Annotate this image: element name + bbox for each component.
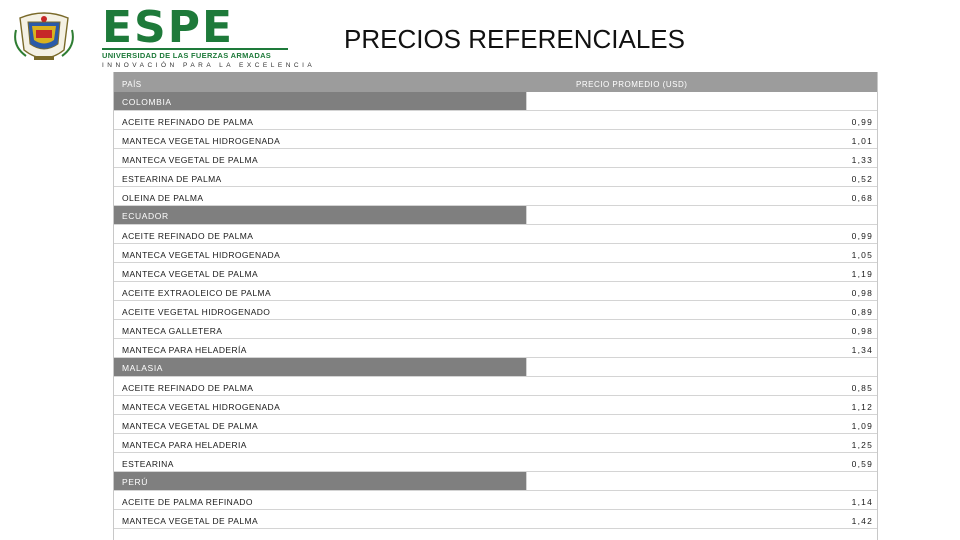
product-price: 0,98 bbox=[851, 288, 873, 298]
university-crest-icon bbox=[14, 10, 74, 64]
product-price: 0,52 bbox=[851, 174, 873, 184]
product-name: MANTECA VEGETAL DE PALMA bbox=[122, 421, 259, 431]
product-name: MANTECA GALLETERA bbox=[122, 326, 223, 336]
table-row bbox=[114, 491, 877, 510]
product-name: MANTECA PARA HELADERIA bbox=[122, 440, 247, 450]
brand-block bbox=[102, 2, 316, 69]
product-name: ACEITE EXTRAOLEICO DE PALMA bbox=[122, 288, 272, 298]
product-price: 1,05 bbox=[851, 250, 873, 260]
product-name: MANTECA VEGETAL DE PALMA bbox=[122, 269, 259, 279]
table-row bbox=[114, 453, 877, 472]
brand-name: ESPE bbox=[102, 2, 235, 53]
country-band bbox=[114, 92, 526, 110]
product-price: 1,42 bbox=[851, 516, 873, 526]
table-header-row bbox=[114, 72, 877, 92]
product-price: 1,14 bbox=[851, 497, 873, 507]
table-row bbox=[114, 415, 877, 434]
country-band bbox=[114, 358, 526, 376]
product-name: OLEINA DE PALMA bbox=[122, 193, 204, 203]
country-row bbox=[114, 92, 877, 111]
column-header-country: PAÍS bbox=[122, 80, 142, 89]
country-row bbox=[114, 206, 877, 225]
price-table bbox=[113, 72, 878, 540]
country-band bbox=[114, 206, 526, 224]
country-price-cell bbox=[526, 472, 877, 490]
table-row bbox=[114, 244, 877, 263]
country-price-cell bbox=[526, 92, 877, 110]
table-row bbox=[114, 396, 877, 415]
espe-logo bbox=[14, 2, 316, 69]
product-name: ACEITE REFINADO DE PALMA bbox=[122, 117, 254, 127]
product-price: 1,25 bbox=[851, 440, 873, 450]
country-row bbox=[114, 358, 877, 377]
product-name: MANTECA VEGETAL DE PALMA bbox=[122, 155, 259, 165]
table-row bbox=[114, 168, 877, 187]
product-name: MANTECA PARA HELADERÍA bbox=[122, 345, 247, 355]
country-name: ECUADOR bbox=[122, 211, 169, 221]
country-band bbox=[114, 472, 526, 490]
table-row bbox=[114, 339, 877, 358]
product-price: 1,01 bbox=[851, 136, 873, 146]
table-row bbox=[114, 187, 877, 206]
product-price: 1,09 bbox=[851, 421, 873, 431]
product-price: 1,33 bbox=[851, 155, 873, 165]
table-row bbox=[114, 263, 877, 282]
product-name: ACEITE VEGETAL HIDROGENADO bbox=[122, 307, 271, 317]
product-name: MANTECA VEGETAL DE PALMA bbox=[122, 516, 259, 526]
product-price: 0,98 bbox=[851, 326, 873, 336]
table-row bbox=[114, 301, 877, 320]
product-price: 0,85 bbox=[851, 383, 873, 393]
product-name: MANTECA VEGETAL HIDROGENADA bbox=[122, 136, 281, 146]
table-row bbox=[114, 111, 877, 130]
brand-tagline: UNIVERSIDAD DE LAS FUERZAS ARMADAS bbox=[102, 48, 288, 60]
table-row bbox=[114, 377, 877, 396]
country-name: COLOMBIA bbox=[122, 97, 172, 107]
product-price: 1,12 bbox=[851, 402, 873, 412]
country-name: PERÚ bbox=[122, 477, 149, 487]
product-name: MANTECA VEGETAL HIDROGENADA bbox=[122, 250, 281, 260]
product-price: 0,89 bbox=[851, 307, 873, 317]
product-name: ESTEARINA DE PALMA bbox=[122, 174, 222, 184]
product-price: 1,34 bbox=[851, 345, 873, 355]
table-row bbox=[114, 434, 877, 453]
page-title: PRECIOS REFERENCIALES bbox=[344, 24, 685, 54]
country-price-cell bbox=[526, 358, 877, 376]
column-header-price: PRECIO PROMEDIO (USD) bbox=[576, 80, 688, 89]
table-row bbox=[114, 282, 877, 301]
country-price-cell bbox=[526, 206, 877, 224]
product-name: ACEITE REFINADO DE PALMA bbox=[122, 383, 254, 393]
product-price: 0,68 bbox=[851, 193, 873, 203]
product-price: 1,19 bbox=[851, 269, 873, 279]
product-name: ACEITE DE PALMA REFINADO bbox=[122, 497, 253, 507]
table-row bbox=[114, 130, 877, 149]
brand-motto: INNOVACIÓN PARA LA EXCELENCIA bbox=[102, 62, 316, 69]
table-body bbox=[114, 92, 877, 529]
country-name: MALASIA bbox=[122, 363, 164, 373]
table-row bbox=[114, 149, 877, 168]
product-price: 0,99 bbox=[851, 231, 873, 241]
table-row bbox=[114, 510, 877, 529]
product-name: ESTEARINA bbox=[122, 459, 174, 469]
country-row bbox=[114, 472, 877, 491]
table-row bbox=[114, 320, 877, 339]
product-price: 0,99 bbox=[851, 117, 873, 127]
product-name: MANTECA VEGETAL HIDROGENADA bbox=[122, 402, 281, 412]
product-name: ACEITE REFINADO DE PALMA bbox=[122, 231, 254, 241]
table-row bbox=[114, 225, 877, 244]
product-price: 0,59 bbox=[851, 459, 873, 469]
